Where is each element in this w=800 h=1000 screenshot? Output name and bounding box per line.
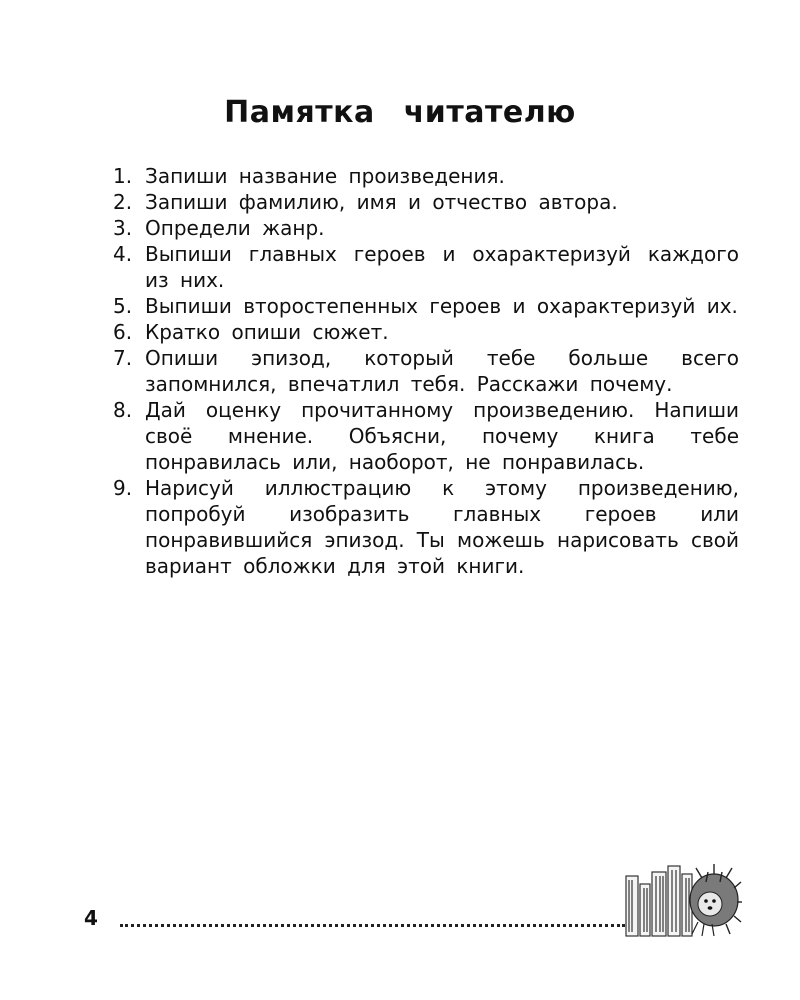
list-item-number: 8.: [113, 398, 133, 422]
list-item: [113, 397, 739, 475]
page-number: 4: [84, 906, 98, 930]
list-item-text: Кратко опиши сюжет.: [145, 320, 389, 344]
books-hedgehog-illustration-icon: [622, 862, 742, 938]
list-item-text: Нарисуй иллюстрацию к этому произведению, попробуй изобразить главных героев или понравившийся эпизод. Ты можешь нарисовать свой вариант обложки для этой книги.: [145, 476, 739, 578]
list-item-text: Выпиши главных героев и охарактеризуй каждого из них.: [145, 242, 739, 292]
list-item-number: 7.: [113, 346, 133, 370]
list-item-number: 9.: [113, 476, 133, 500]
list-item-number: 2.: [113, 190, 133, 214]
list-item-number: 5.: [113, 294, 133, 318]
list-item: [113, 319, 739, 345]
list-item: [113, 163, 739, 189]
list-item: [113, 215, 739, 241]
reader-memo-list: [113, 163, 739, 579]
list-item: [113, 475, 739, 579]
list-item: [113, 241, 739, 293]
list-item-text: Определи жанр.: [145, 216, 325, 240]
list-item-text: Запиши название произведения.: [145, 164, 505, 188]
list-item-text: Запиши фамилию, имя и отчество автора.: [145, 190, 618, 214]
list-item-number: 3.: [113, 216, 133, 240]
list-item-number: 4.: [113, 242, 133, 266]
page-title: Памятка читателю: [224, 95, 576, 130]
list-item-text: Дай оценку прочитанному произведению. Напиши своё мнение. Объясни, почему книга тебе понравилась или, наоборот, не понравилась.: [145, 398, 739, 474]
list-item: [113, 189, 739, 215]
list-item-number: 1.: [113, 164, 133, 188]
dotted-leader-line: [120, 924, 625, 927]
list-item-number: 6.: [113, 320, 133, 344]
books-icon: [626, 866, 692, 936]
list-item: [113, 293, 739, 319]
hedgehog-icon: [690, 864, 742, 936]
list-item: [113, 345, 739, 397]
list-item-text: Опиши эпизод, который тебе больше всего запомнился, впечатлил тебя. Расскажи почему.: [145, 346, 739, 396]
page-footer: [84, 905, 624, 931]
list-item-text: Выпиши второстепенных героев и охарактеризуй их.: [145, 294, 738, 318]
